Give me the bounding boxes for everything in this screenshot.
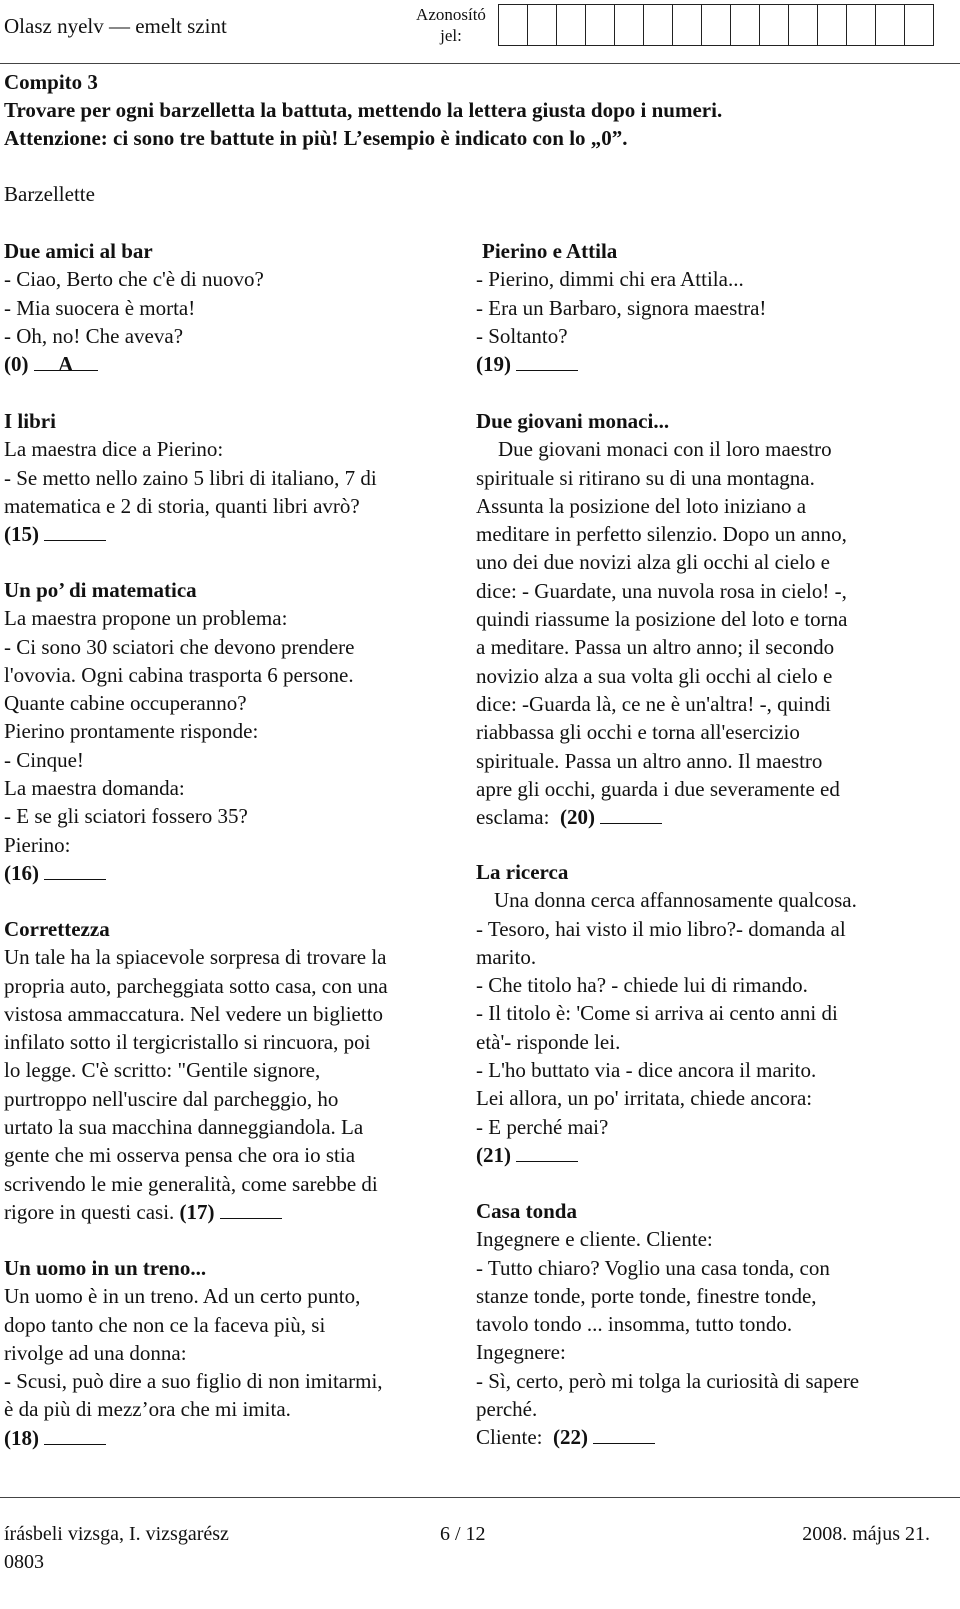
answer-row xyxy=(4,520,459,548)
exam-date: 2008. május 21. xyxy=(802,1523,930,1545)
joke-uomo-treno xyxy=(4,1254,459,1452)
joke-line: - E se gli sciatori fossero 35? xyxy=(4,804,248,829)
joke-due-amici xyxy=(4,237,459,378)
joke-line: marito. xyxy=(476,944,537,969)
joke-line: dice: -Guarda là, ce ne è un'altra! -, quindi xyxy=(476,691,831,716)
answer-blank[interactable] xyxy=(593,1423,655,1444)
answer-row xyxy=(4,1424,459,1452)
joke-line: propria auto, parcheggiata sotto casa, con una xyxy=(4,973,388,998)
joke-line xyxy=(476,1423,936,1451)
joke-line: vistosa ammaccatura. Nel vedere un biglietto xyxy=(4,1001,384,1026)
id-box[interactable] xyxy=(701,4,731,46)
joke-line: - Tesoro, hai visto il mio libro?- domanda al xyxy=(476,916,846,941)
item-number: (17) xyxy=(179,1199,215,1224)
joke-line: La maestra domanda: xyxy=(4,776,185,801)
joke-title: Due amici al bar xyxy=(4,239,153,263)
joke-line: Assunta la posizione del loto iniziano a xyxy=(476,493,807,518)
task-line-1: Trovare per ogni barzelletta la battuta, mettendo la lettera giusta dopo i numeri. xyxy=(4,98,723,122)
joke-line: tavolo tondo ... insomma, tutto tondo. xyxy=(476,1312,793,1337)
item-number: (16) xyxy=(4,860,39,885)
joke-line: - Ciao, Berto che c'è di nuovo? xyxy=(4,267,264,292)
joke-line: dice: - Guardate, una nuvola rosa in cielo! -, xyxy=(476,578,847,603)
joke-line: meditare in perfetto silenzio. Dopo un anno, xyxy=(476,522,847,547)
answer-row xyxy=(4,350,459,378)
joke-line: - Pierino, dimmi chi era Attila... xyxy=(476,267,744,292)
footer-divider xyxy=(0,1497,960,1498)
joke-line: urtato la sua macchina danneggiandola. La xyxy=(4,1115,364,1140)
joke-line: a meditare. Passa un altro anno; il secondo xyxy=(476,635,835,660)
joke-line: - Mia suocera è morta! xyxy=(4,295,196,320)
answer-blank[interactable] xyxy=(44,520,106,541)
header-divider xyxy=(0,63,960,64)
joke-line: La maestra dice a Pierino: xyxy=(4,437,224,462)
joke-line: - Ci sono 30 sciatori che devono prendere xyxy=(4,634,355,659)
id-box[interactable] xyxy=(875,4,905,46)
item-number: (19) xyxy=(476,352,511,377)
joke-line: perché. xyxy=(476,1397,538,1422)
answer-blank[interactable] xyxy=(516,350,578,371)
id-box[interactable] xyxy=(759,4,789,46)
answer-row xyxy=(476,350,936,378)
joke-line: è da più di mezz’ora che mi imita. xyxy=(4,1397,291,1422)
joke-line: infilato sotto il tergicristallo si rincuora, poi xyxy=(4,1030,371,1055)
task-line-2: Attenzione: ci sono tre battute in più! L’esempio è indicato con lo „0”. xyxy=(4,126,628,150)
joke-line: matematica e 2 di storia, quanti libri avrò? xyxy=(4,493,360,518)
id-box[interactable] xyxy=(817,4,847,46)
id-box[interactable] xyxy=(527,4,557,46)
answer-row xyxy=(476,1141,936,1169)
joke-line: stanze tonde, porte tonde, finestre tonde, xyxy=(476,1283,817,1308)
item-number: (0) xyxy=(4,352,29,377)
joke-line: - Era un Barbaro, signora maestra! xyxy=(476,295,767,320)
item-number: (20) xyxy=(559,805,595,830)
joke-line: purtroppo nell'uscire dal parcheggio, ho xyxy=(4,1086,339,1111)
joke-line: riabbassa gli occhi e torna all'esercizio xyxy=(476,720,800,745)
joke-title: Due giovani monaci... xyxy=(476,409,670,433)
joke-text: esclama: xyxy=(476,805,550,830)
item-number: (18) xyxy=(4,1425,39,1450)
id-box[interactable] xyxy=(556,4,586,46)
joke-line: età'- risponde lei. xyxy=(476,1029,621,1054)
id-label-line2: jel: xyxy=(440,26,462,45)
joke-line: uno dei due novizi alza gli occhi al cielo e xyxy=(476,550,830,575)
joke-line: - Oh, no! Che aveva? xyxy=(4,323,184,348)
joke-correttezza xyxy=(4,915,459,1226)
joke-line: - Se metto nello zaino 5 libri di italiano, 7 di xyxy=(4,465,377,490)
joke-line: - Che titolo ha? - chiede lui di rimando. xyxy=(476,973,808,998)
joke-line: lo legge. C'è scritto: "Gentile signore, xyxy=(4,1058,321,1083)
joke-line: - Soltanto? xyxy=(476,323,568,348)
id-box[interactable] xyxy=(643,4,673,46)
answer-blank[interactable] xyxy=(44,859,106,880)
page-number: 6 / 12 xyxy=(440,1523,486,1545)
item-number: (21) xyxy=(476,1142,511,1167)
id-label-line1: Azonosító xyxy=(416,5,486,24)
joke-line: Pierino: xyxy=(4,832,71,857)
answer-blank[interactable] xyxy=(600,803,662,824)
joke-i-libri xyxy=(4,407,459,548)
joke-line: Ingegnere e cliente. Cliente: xyxy=(476,1227,713,1252)
joke-title: Un uomo in un treno... xyxy=(4,1256,207,1280)
joke-title: I libri xyxy=(4,409,56,433)
joke-line xyxy=(4,1198,459,1226)
item-number: (15) xyxy=(4,522,39,547)
id-box[interactable] xyxy=(498,4,528,46)
task-instructions xyxy=(4,68,944,152)
id-code-boxes[interactable] xyxy=(498,4,933,46)
joke-line: Due giovani monaci con il loro maestro xyxy=(498,437,832,462)
joke-line xyxy=(476,803,936,831)
joke-line: - Tutto chiaro? Voglio una casa tonda, con xyxy=(476,1255,830,1280)
joke-matematica xyxy=(4,576,459,887)
joke-line: - Il titolo è: 'Come si arriva ai cento anni di xyxy=(476,1001,838,1026)
joke-casa-tonda xyxy=(476,1197,936,1452)
id-box[interactable] xyxy=(672,4,702,46)
joke-line: - Scusi, può dire a suo figlio di non imitarmi, xyxy=(4,1369,383,1394)
section-title: Barzellette xyxy=(4,182,95,206)
joke-line: rivolge ad una donna: xyxy=(4,1340,187,1365)
joke-la-ricerca xyxy=(476,858,936,1169)
joke-title: Pierino e Attila xyxy=(482,239,618,263)
joke-line: - E perché mai? xyxy=(476,1114,609,1139)
joke-line: spirituale. Passa un altro anno. Il maestro xyxy=(476,748,823,773)
answer-row xyxy=(4,859,459,887)
footer-exam-info xyxy=(4,1520,229,1576)
joke-line: Una donna cerca affannosamente qualcosa. xyxy=(494,888,857,913)
joke-giovani-monaci xyxy=(476,407,936,831)
joke-line: La maestra propone un problema: xyxy=(4,606,288,631)
id-label xyxy=(408,4,494,46)
joke-line: quindi riassume la posizione del loto e torna xyxy=(476,607,848,632)
joke-line: Lei allora, un po' irritata, chiede ancora: xyxy=(476,1086,813,1111)
id-box[interactable] xyxy=(614,4,644,46)
id-box[interactable] xyxy=(585,4,615,46)
joke-line: l'ovovia. Ogni cabina trasporta 6 persone. xyxy=(4,662,354,687)
joke-title: Un po’ di matematica xyxy=(4,578,197,602)
joke-pierino-attila xyxy=(476,237,936,378)
joke-text: Cliente: xyxy=(476,1425,543,1450)
joke-line: - Sì, certo, però mi tolga la curiosità di sapere xyxy=(476,1368,860,1393)
joke-line: scrivendo le mie generalità, come sarebbe di xyxy=(4,1171,378,1196)
joke-line: novizio alza a sua volta gli occhi al cielo e xyxy=(476,663,833,688)
joke-line: spirituale si ritirano su di una montagna. xyxy=(476,465,815,490)
id-box[interactable] xyxy=(730,4,760,46)
joke-line: Pierino prontamente risponde: xyxy=(4,719,259,744)
joke-line: Un tale ha la spiacevole sorpresa di trovare la xyxy=(4,945,387,970)
joke-line: Un uomo è in un treno. Ad un certo punto, xyxy=(4,1284,361,1309)
task-title: Compito 3 xyxy=(4,70,98,94)
id-box[interactable] xyxy=(904,4,934,46)
item-number: (22) xyxy=(553,1425,588,1450)
answer-blank[interactable] xyxy=(516,1141,578,1162)
footer-exam-part: írásbeli vizsga, I. vizsgarész xyxy=(4,1523,229,1545)
joke-line: Quante cabine occuperanno? xyxy=(4,691,247,716)
joke-text: rigore in questi casi. xyxy=(4,1199,175,1224)
joke-line: - Cinque! xyxy=(4,747,84,772)
joke-line: gente che mi osserva pensa che ora io stia xyxy=(4,1143,356,1168)
joke-line: - L'ho buttato via - dice ancora il marito. xyxy=(476,1058,817,1083)
joke-title: Casa tonda xyxy=(476,1199,577,1223)
joke-line: Ingegnere: xyxy=(476,1340,566,1365)
joke-title: La ricerca xyxy=(476,860,569,884)
id-box[interactable] xyxy=(788,4,818,46)
joke-line: dopo tanto che non ce la faceva più, si xyxy=(4,1312,326,1337)
answer-blank[interactable] xyxy=(220,1198,282,1219)
exam-subject-title: Olasz nyelv — emelt szint xyxy=(4,14,227,38)
answer-blank[interactable]: A xyxy=(34,350,98,371)
joke-title: Correttezza xyxy=(4,917,110,941)
id-box[interactable] xyxy=(846,4,876,46)
footer-code: 0803 xyxy=(4,1551,44,1573)
answer-blank[interactable] xyxy=(44,1424,106,1445)
joke-line: apre gli occhi, guarda i due severamente ed xyxy=(476,776,840,801)
